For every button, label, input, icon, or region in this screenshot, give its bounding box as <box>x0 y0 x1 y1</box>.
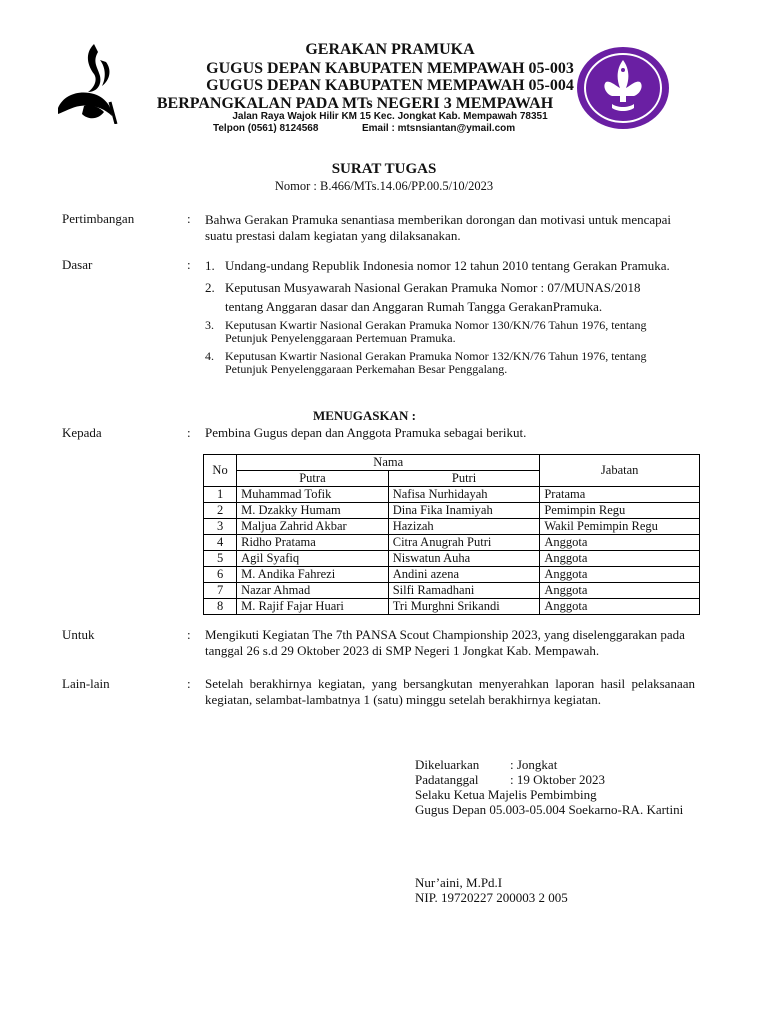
row-putra: M. Andika Fahrezi <box>237 567 389 583</box>
dasar-item <box>205 278 680 316</box>
pertimbangan-text: Bahwa Gerakan Pramuka senantiasa memberikan dorongan dan motivasi untuk mencapai suatu prestasi dalam kegiatan yang dilaksanakan. <box>205 212 672 243</box>
lainlain-text: Setelah berakhirnya kegiatan, yang bersangkutan menyerahkan laporan hasil pelaksanaan kegiatan, selambat-lambatnya 1 (satu) minggu setelah berakhirnya kegiatan. <box>205 676 695 707</box>
header-line-2: GUGUS DEPAN KABUPATEN MEMPAWAH 05-003 <box>206 60 574 77</box>
padatanggal-label: Padatanggal <box>415 772 479 787</box>
table-header-putra: Putra <box>237 471 389 487</box>
gugus-line: Gugus Depan 05.003-05.004 Soekarno-RA. Kartini <box>415 802 684 817</box>
document-number: Nomor : B.466/MTs.14.06/PP.00.5/10/2023 <box>274 179 494 193</box>
header-telpon: Telpon (0561) 8124568 <box>213 123 319 134</box>
kepada-label: Kepada <box>62 425 102 440</box>
tunas-kelapa-logo <box>54 40 120 124</box>
dasar-item-number: 3. <box>205 318 214 332</box>
row-putri: Nafisa Nurhidayah <box>388 487 540 503</box>
dasar-item <box>205 350 680 376</box>
row-jabatan: Pratama <box>540 487 700 503</box>
members-table <box>203 454 700 615</box>
row-no: 7 <box>204 583 237 599</box>
dasar-list <box>205 256 680 381</box>
row-jabatan: Wakil Pemimpin Regu <box>540 519 700 535</box>
row-no: 6 <box>204 567 237 583</box>
row-putri: Dina Fika Inamiyah <box>388 503 540 519</box>
untuk-text: Mengikuti Kegiatan The 7th PANSA Scout Championship 2023, yang diselenggarakan pada tanggal 26 s.d 29 Oktober 2023 di SMP Negeri 1 Jongkat Kab. Mempawah. <box>205 627 685 658</box>
row-jabatan: Pemimpin Regu <box>540 503 700 519</box>
row-putra: Maljua Zahrid Akbar <box>237 519 389 535</box>
padatanggal-value: : 19 Oktober 2023 <box>510 772 605 787</box>
row-putri: Silfi Ramadhani <box>388 583 540 599</box>
row-jabatan: Anggota <box>540 551 700 567</box>
dasar-item-text: Keputusan Musyawarah Nasional Gerakan Pramuka Nomor : 07/MUNAS/2018 tentang Anggaran dasar dan Anggaran Rumah Tangga GerakanPramuka. <box>225 280 641 314</box>
kepada-text: Pembina Gugus depan dan Anggota Pramuka sebagai berikut. <box>205 425 527 440</box>
dasar-item-text: Undang-undang Republik Indonesia nomor 12 tahun 2010 tentang Gerakan Pramuka. <box>225 258 670 273</box>
header-email: Email : mtsnsiantan@ymail.com <box>362 123 516 134</box>
lainlain-label: Lain-lain <box>62 676 110 691</box>
dasar-item-text: Keputusan Kwartir Nasional Gerakan Pramuka Nomor 130/KN/76 Tahun 1976, tentang Petunjuk Penyelenggaraan Pertemuan Pramuka. <box>225 318 647 345</box>
selaku-line: Selaku Ketua Majelis Pembimbing <box>415 787 597 802</box>
table-header-nama: Nama <box>237 455 540 471</box>
table-row <box>204 519 700 535</box>
menugaskan-heading: MENUGASKAN : <box>313 408 416 423</box>
table-row <box>204 567 700 583</box>
row-putra: Ridho Pratama <box>237 535 389 551</box>
lainlain-colon: : <box>187 676 191 691</box>
row-no: 2 <box>204 503 237 519</box>
signer-name: Nur’aini, M.Pd.I <box>415 875 503 890</box>
row-putri: Tri Murghni Srikandi <box>388 599 540 615</box>
dasar-colon: : <box>187 257 191 272</box>
row-putra: Agil Syafiq <box>237 551 389 567</box>
row-putri: Citra Anugrah Putri <box>388 535 540 551</box>
table-row <box>204 487 700 503</box>
row-no: 3 <box>204 519 237 535</box>
dikeluarkan-value: : Jongkat <box>510 757 558 772</box>
row-no: 8 <box>204 599 237 615</box>
row-putri: Andini azena <box>388 567 540 583</box>
dikeluarkan-label: Dikeluarkan <box>415 757 480 772</box>
table-row <box>204 583 700 599</box>
dasar-item-number: 1. <box>205 258 215 273</box>
table-row <box>204 599 700 615</box>
untuk-label: Untuk <box>62 627 95 642</box>
table-header-jabatan: Jabatan <box>540 455 700 487</box>
row-putra: M. Rajif Fajar Huari <box>237 599 389 615</box>
table-header-no: No <box>204 455 237 487</box>
row-putri: Niswatun Auha <box>388 551 540 567</box>
row-jabatan: Anggota <box>540 535 700 551</box>
pertimbangan-colon: : <box>187 211 191 226</box>
kepada-colon: : <box>187 425 191 440</box>
signer-nip: NIP. 19720227 200003 2 005 <box>415 890 568 905</box>
row-no: 1 <box>204 487 237 503</box>
header-line-1: GERAKAN PRAMUKA <box>305 41 475 58</box>
row-no: 4 <box>204 535 237 551</box>
dasar-item-text: Keputusan Kwartir Nasional Gerakan Pramuka Nomor 132/KN/76 Tahun 1976, tentang Petunjuk Penyelenggaraan Perkemahan Besar Penggalang. <box>225 349 647 376</box>
dasar-item-number: 2. <box>205 280 215 295</box>
table-row <box>204 535 700 551</box>
header-address: Jalan Raya Wajok Hilir KM 15 Kec. Jongkat Kab. Mempawah 78351 <box>232 111 548 122</box>
row-putri: Hazizah <box>388 519 540 535</box>
dasar-label: Dasar <box>62 257 93 272</box>
row-putra: M. Dzakky Humam <box>237 503 389 519</box>
row-jabatan: Anggota <box>540 567 700 583</box>
table-row <box>204 503 700 519</box>
row-putra: Muhammad Tofik <box>237 487 389 503</box>
table-row <box>204 551 700 567</box>
row-jabatan: Anggota <box>540 599 700 615</box>
document-title: SURAT TUGAS <box>331 161 437 177</box>
dasar-item-number: 4. <box>205 349 214 363</box>
dasar-item <box>205 319 680 345</box>
row-putra: Nazar Ahmad <box>237 583 389 599</box>
untuk-colon: : <box>187 627 191 642</box>
pertimbangan-label: Pertimbangan <box>62 211 135 226</box>
dasar-item <box>205 256 680 275</box>
row-no: 5 <box>204 551 237 567</box>
row-jabatan: Anggota <box>540 583 700 599</box>
table-header-putri: Putri <box>388 471 540 487</box>
header-line-4: BERPANGKALAN PADA MTs NEGERI 3 MEMPAWAH <box>156 95 554 112</box>
header-line-3: GUGUS DEPAN KABUPATEN MEMPAWAH 05-004 <box>206 77 574 94</box>
